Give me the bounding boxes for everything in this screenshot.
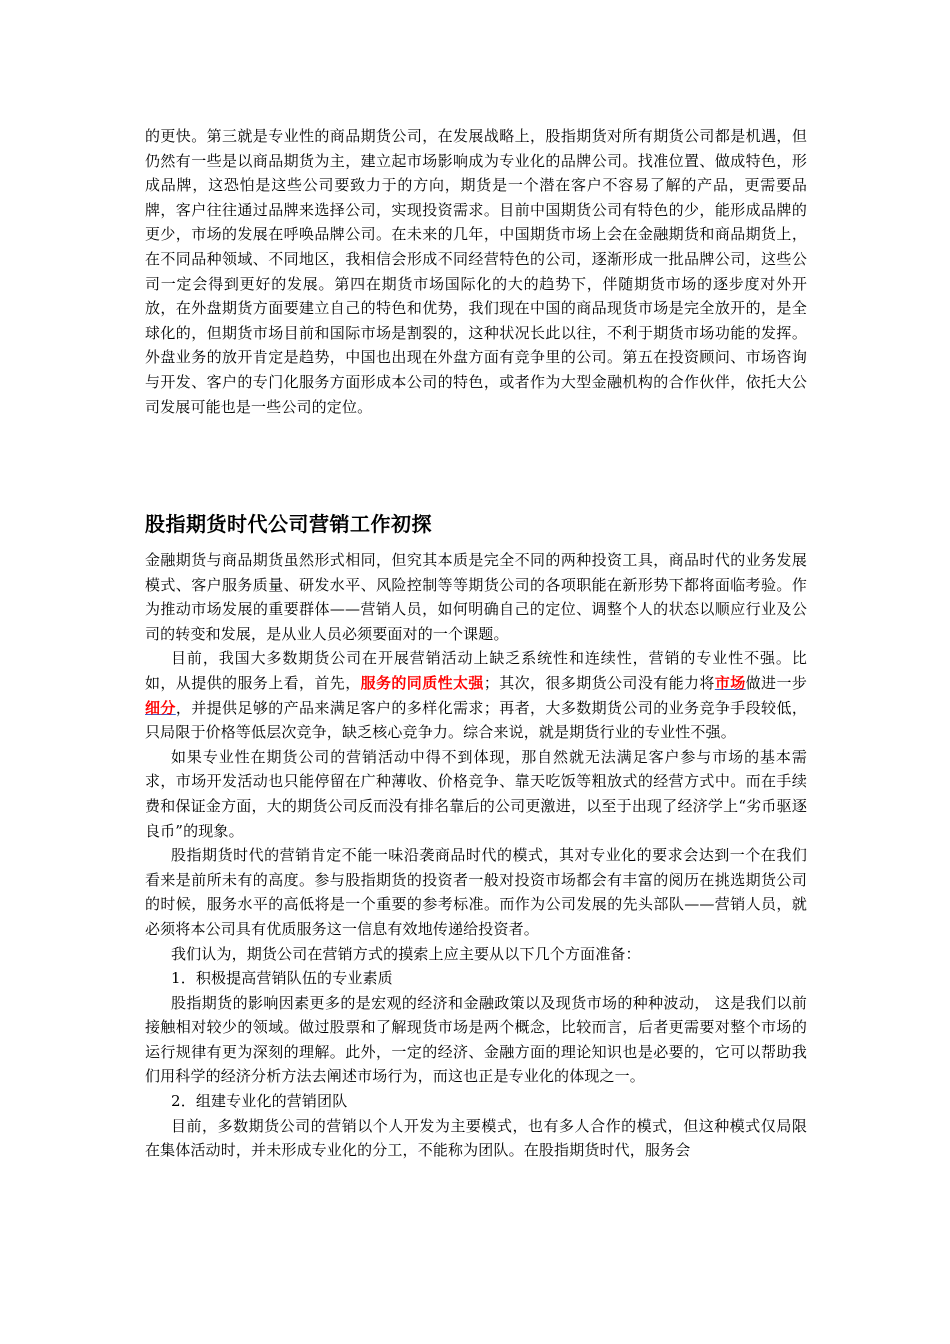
paragraph-item-1: 股指期货的影响因素更多的是宏观的经济和金融政策以及现货市场的种种波动， 这是我们以前接触相对较少的领域。做过股票和了解现货市场是两个概念，比较而言，后者更需要对整个市场的运行规律有更为深刻的理解。此外，一定的经济、金融方面的理论知识也是必要的，它可以帮助我们用科学的经济分析方法去阐述市场行为，而这也正是专业化的体现之一。 [145, 993, 807, 1086]
highlight-homogeneity: 服务的同质性太强 [360, 673, 484, 692]
text-run: ，并提供足够的产品来满足客户的多样化需求；再者，大多数期货公司的业务竞争手段较低，只局限于价格等低层次竞争，缺乏核心竞争力。综合来说，就是期货行业的专业性不强。 [145, 698, 807, 742]
text-run: 目前，我国大多数期货公司在开展营销活动上缺乏系统性和连续性，营销的专业性不强。比如，从提供的服务上看，首先， [145, 649, 807, 692]
intro-section [145, 124, 807, 419]
highlight-market: 市场 [714, 673, 746, 692]
paragraph-current-situation [145, 646, 807, 744]
list-item-2-title: 2．组建专业化的营销团队 [171, 1092, 348, 1111]
paragraph-professionalism: 如果专业性在期货公司的营销活动中得不到体现，那自然就无法满足客户参与市场的基本需求，市场开发活动也只能停留在广种薄收、价格竞争、靠天吃饭等粗放式的经营方式中。而在手续费和保证金方面，大的期货公司反而没有排名靠后的公司更激进，以至于出现了经济学上“劣币驱逐良币”的现象。 [145, 747, 807, 840]
paragraph-preparation-intro: 我们认为，期货公司在营销方式的摸索上应主要从以下几个方面准备： [171, 944, 641, 963]
paragraph-index-futures-era: 股指期货时代的营销肯定不能一味沿袭商品时代的模式，其对专业化的要求会达到一个在我们看来是前所未有的高度。参与股指期货的投资者一般对投资市场都会有丰富的阅历在挑选期货公司的时候，服务水平的高低将是一个重要的参考标准。而作为公司发展的先头部队——营销人员，就必须将本公司具有优质服务这一信息有效地传递给投资者。 [145, 846, 807, 938]
intro-paragraph: 的更快。第三就是专业性的商品期货公司，在发展战略上，股指期货对所有期货公司都是机遇，但仍然有一些是以商品期货为主，建立起市场影响成为专业化的品牌公司。找准位置、做成特色，形成品牌，这恐怕是这些公司要致力于的方向，期货是一个潜在客户不容易了解的产品，更需要品牌，客户往往通过品牌来选择公司，实现投资需求。目前中国期货公司有特色的少，能形成品牌的更少，市场的发展在呼唤品牌公司。在未来的几年，中国期货市场上会在金融期货和商品期货上，在不同品种领域、不同地区，我相信会形成不同经营特色的公司，逐渐形成一批品牌公司，这些公司一定会得到更好的发展。第四在期货市场国际化的大的趋势下，伴随期货市场的逐步度对外开放，在外盘期货方面要建立自己的特色和优势，我们现在中国的商品现货市场是完全放开的，是全球化的，但期货市场目前和国际市场是割裂的，这种状况长此以往，不利于期货市场功能的发挥。外盘业务的放开肯定是趋势，中国也出现在外盘方面有竞争里的公司。第五在投资顾问、市场咨询与开发、客户的专门化服务方面形成本公司的特色，或者作为大型金融机构的合作伙伴，依托大公司发展可能也是一些公司的定位。 [145, 127, 807, 416]
text-run: ；其次，很多期货公司没有能力将 [483, 673, 715, 692]
paragraph-item-2: 目前，多数期货公司的营销以个人开发为主要模式，也有多人合作的模式，但这种模式仅局限在集体活动时，并未形成专业化的分工，不能称为团队。在股指期货时代，服务会 [145, 1116, 807, 1160]
section-heading: 股指期货时代公司营销工作初探 [145, 512, 432, 536]
list-item-1-title: 1．积极提高营销队伍的专业素质 [171, 969, 393, 988]
section-body [145, 548, 807, 1163]
paragraph-overview: 金融期货与商品期货虽然形式相同，但究其本质是完全不同的两种投资工具，商品时代的业务发展模式、客户服务质量、研发水平、风险控制等等期货公司的各项职能在新形势下都将面临考验。作为推动市场发展的重要群体——营销人员，如何明确自己的定位、调整个人的状态以顺应行业及公司的转变和发展，是从业人员必须要面对的一个课题。 [145, 551, 807, 643]
highlight-segmentation: 细分 [145, 698, 176, 717]
text-run: 做进一步 [745, 673, 807, 692]
